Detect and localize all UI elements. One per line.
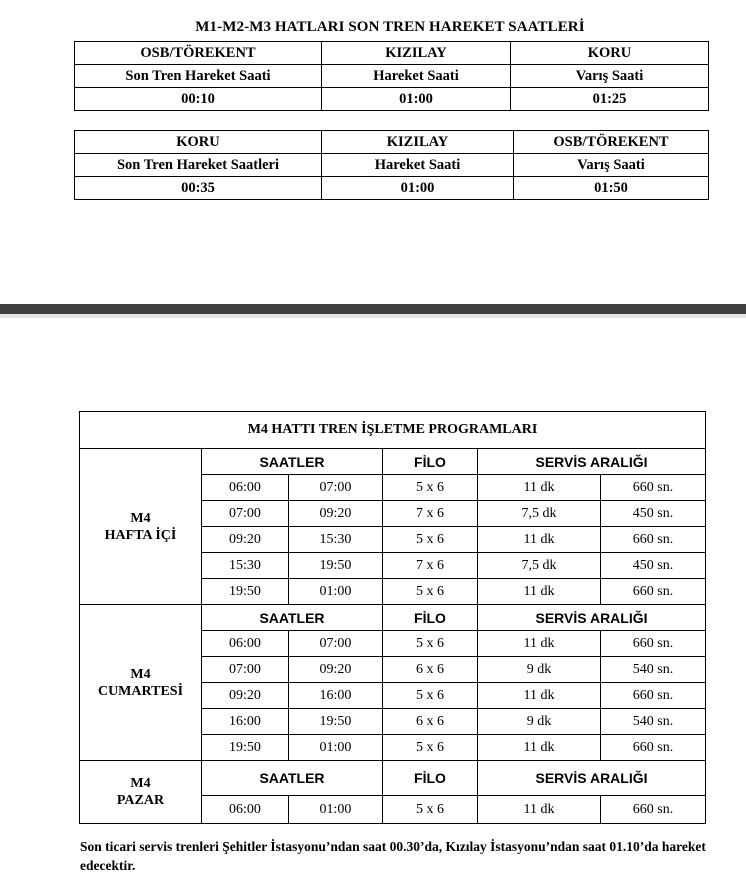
cell-interval-sec: 540 sn. xyxy=(601,709,706,735)
cell-end: 07:00 xyxy=(289,475,383,501)
page-divider xyxy=(0,304,746,314)
cell-start: 07:00 xyxy=(202,657,289,683)
cell-end: 01:00 xyxy=(289,796,383,824)
cell-interval-min: 11 dk xyxy=(478,735,601,761)
cell-end: 15:30 xyxy=(289,527,383,553)
m4-schedule-table xyxy=(79,411,706,824)
cell-fleet: 6 x 6 xyxy=(383,657,478,683)
table1-value-2: 01:00 xyxy=(322,88,511,111)
section-day: HAFTA İÇİ xyxy=(104,527,177,543)
table2-value-2: 01:00 xyxy=(322,177,514,200)
m123-title: M1-M2-M3 HATLARI SON TREN HAREKET SAATLERİ xyxy=(195,19,585,35)
cell-interval-min: 11 dk xyxy=(478,796,601,824)
table1-value-3: 01:25 xyxy=(511,88,709,111)
cell-start: 06:00 xyxy=(202,631,289,657)
cell-fleet: 5 x 6 xyxy=(383,527,478,553)
cell-interval-min: 11 dk xyxy=(478,527,601,553)
col-header-interval: SERVİS ARALIĞI xyxy=(478,761,706,796)
cell-start: 09:20 xyxy=(202,527,289,553)
cell-interval-sec: 660 sn. xyxy=(601,683,706,709)
col-header-times: SAATLER xyxy=(202,761,383,796)
table1-subheader-3: Varış Saati xyxy=(511,65,709,88)
cell-fleet: 5 x 6 xyxy=(383,579,478,605)
col-header-fleet: FİLO xyxy=(383,449,478,475)
cell-end: 07:00 xyxy=(289,631,383,657)
col-header-times: SAATLER xyxy=(202,449,383,475)
cell-start: 15:30 xyxy=(202,553,289,579)
cell-fleet: 5 x 6 xyxy=(383,475,478,501)
cell-fleet: 7 x 6 xyxy=(383,553,478,579)
section-line: M4 xyxy=(130,776,151,791)
section-line: M4 xyxy=(130,666,151,682)
cell-start: 19:50 xyxy=(202,735,289,761)
cell-interval-min: 9 dk xyxy=(478,657,601,683)
table2-subheader-3: Varış Saati xyxy=(514,154,709,177)
table2-value-1: 00:35 xyxy=(75,177,322,200)
m4-table-title: M4 HATTI TREN İŞLETME PROGRAMLARI xyxy=(80,412,706,449)
cell-start: 06:00 xyxy=(202,475,289,501)
col-header-times: SAATLER xyxy=(202,605,383,631)
table1-header-1: OSB/TÖREKENT xyxy=(75,42,322,65)
table2-header-1: KORU xyxy=(75,131,322,154)
cell-interval-sec: 660 sn. xyxy=(601,579,706,605)
cell-interval-sec: 450 sn. xyxy=(601,501,706,527)
cell-end: 01:00 xyxy=(289,735,383,761)
table2-subheader-1: Son Tren Hareket Saatleri xyxy=(75,154,322,177)
cell-interval-sec: 660 sn. xyxy=(601,475,706,501)
m123-table-koru-to-osb xyxy=(74,130,709,200)
table2-value-3: 01:50 xyxy=(514,177,709,200)
cell-end: 19:50 xyxy=(289,553,383,579)
cell-start: 19:50 xyxy=(202,579,289,605)
cell-interval-sec: 450 sn. xyxy=(601,553,706,579)
cell-start: 06:00 xyxy=(202,796,289,824)
m123-table-osb-to-koru xyxy=(74,41,709,111)
cell-interval-sec: 660 sn. xyxy=(601,631,706,657)
cell-fleet: 5 x 6 xyxy=(383,796,478,824)
col-header-fleet: FİLO xyxy=(383,761,478,796)
cell-end: 01:00 xyxy=(289,579,383,605)
cell-interval-min: 11 dk xyxy=(478,631,601,657)
cell-end: 09:20 xyxy=(289,657,383,683)
section-day: PAZAR xyxy=(116,793,165,808)
section-label-saturday xyxy=(80,605,202,761)
cell-end: 19:50 xyxy=(289,709,383,735)
cell-interval-sec: 660 sn. xyxy=(601,735,706,761)
cell-fleet: 7 x 6 xyxy=(383,501,478,527)
cell-interval-sec: 540 sn. xyxy=(601,657,706,683)
cell-fleet: 5 x 6 xyxy=(383,683,478,709)
cell-interval-min: 11 dk xyxy=(478,475,601,501)
table1-value-1: 00:10 xyxy=(75,88,322,111)
cell-interval-min: 11 dk xyxy=(478,579,601,605)
cell-start: 16:00 xyxy=(202,709,289,735)
col-header-fleet: FİLO xyxy=(383,605,478,631)
page-divider-shadow xyxy=(0,314,746,318)
cell-fleet: 5 x 6 xyxy=(383,735,478,761)
table2-subheader-2: Hareket Saati xyxy=(322,154,514,177)
cell-interval-min: 7,5 dk xyxy=(478,553,601,579)
footnote: Son ticari servis trenleri Şehitler İstasyonu’ndan saat 00.30’da, Kızılay İstasyonu’ndan saat 01.10’da hareket edecektir. xyxy=(80,839,706,873)
section-label-sunday xyxy=(80,761,202,824)
table1-subheader-1: Son Tren Hareket Saati xyxy=(75,65,322,88)
table2-header-2: KIZILAY xyxy=(322,131,514,154)
table2-header-3: OSB/TÖREKENT xyxy=(514,131,709,154)
cell-interval-min: 11 dk xyxy=(478,683,601,709)
section-line: M4 xyxy=(130,510,151,526)
col-header-interval: SERVİS ARALIĞI xyxy=(478,449,706,475)
cell-interval-sec: 660 sn. xyxy=(601,796,706,824)
cell-fleet: 6 x 6 xyxy=(383,709,478,735)
cell-end: 09:20 xyxy=(289,501,383,527)
section-label-weekday xyxy=(80,449,202,605)
cell-start: 07:00 xyxy=(202,501,289,527)
table1-header-2: KIZILAY xyxy=(322,42,511,65)
table1-subheader-2: Hareket Saati xyxy=(322,65,511,88)
cell-end: 16:00 xyxy=(289,683,383,709)
table1-header-3: KORU xyxy=(511,42,709,65)
col-header-interval: SERVİS ARALIĞI xyxy=(478,605,706,631)
cell-interval-min: 9 dk xyxy=(478,709,601,735)
cell-interval-sec: 660 sn. xyxy=(601,527,706,553)
cell-start: 09:20 xyxy=(202,683,289,709)
cell-fleet: 5 x 6 xyxy=(383,631,478,657)
cell-interval-min: 7,5 dk xyxy=(478,501,601,527)
section-day: CUMARTESİ xyxy=(97,683,184,699)
